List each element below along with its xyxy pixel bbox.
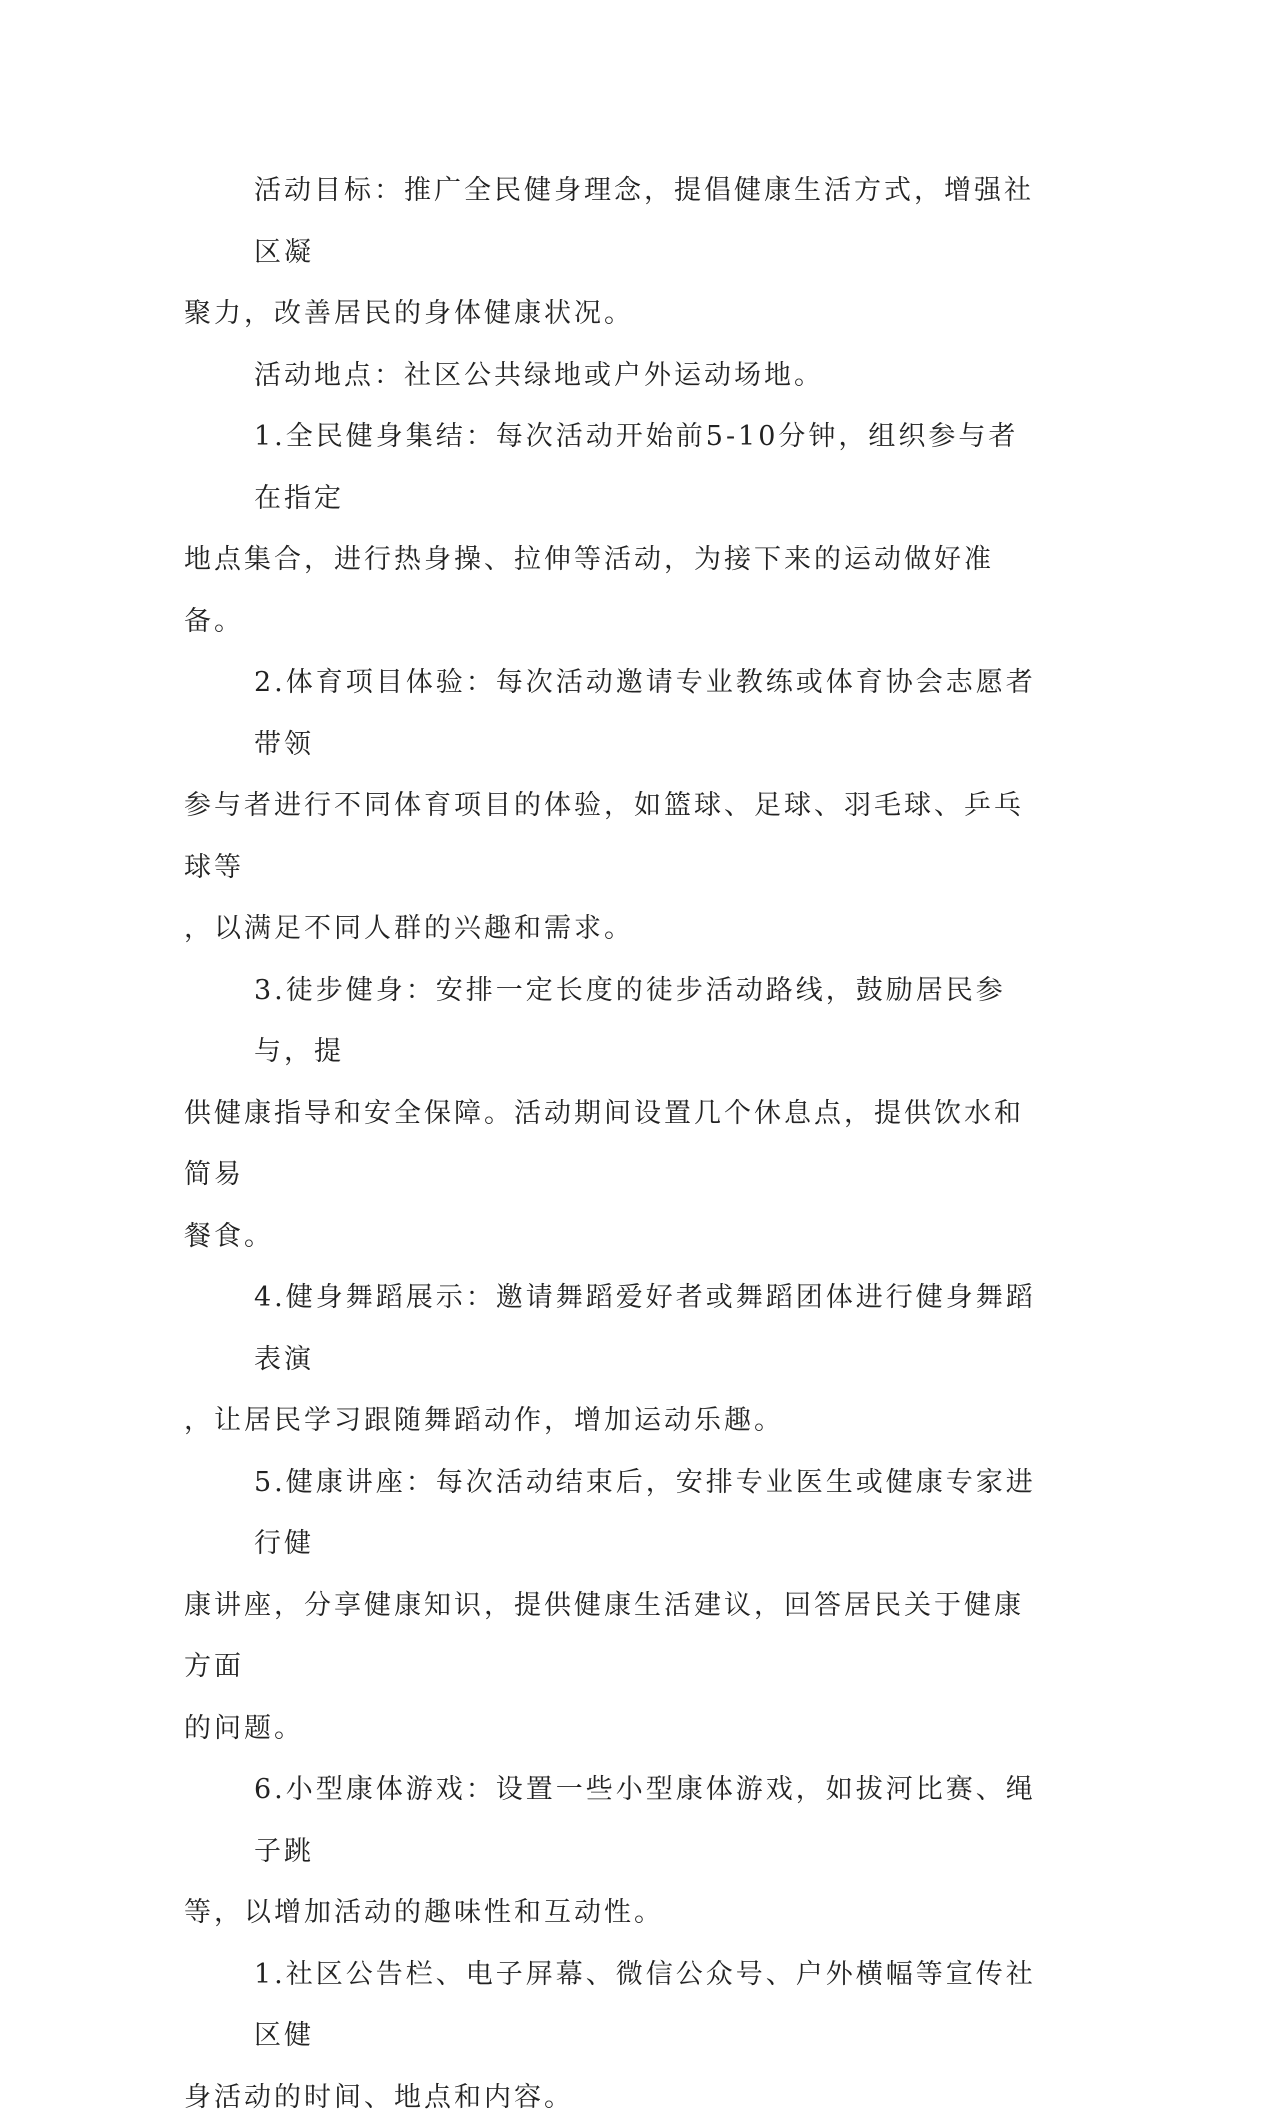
text-line: 餐食。 [184,1206,1044,1268]
text-line: ，以满足不同人群的兴趣和需求。 [184,898,1044,960]
paragraph-publicity-1 [184,1944,1044,2128]
text-line: 活动地点：社区公共绿地或户外运动场地。 [184,345,1044,407]
text-line: 1.社区公告栏、电子屏幕、微信公众号、户外横幅等宣传社区健 [184,1944,1044,2067]
text-line: 等，以增加活动的趣味性和互动性。 [184,1882,1044,1944]
paragraph-item-1-gathering [184,406,1044,652]
text-line: 6.小型康体游戏：设置一些小型康体游戏，如拔河比赛、绳子跳 [184,1759,1044,1882]
text-line: 的问题。 [184,1698,1044,1760]
paragraph-item-2-sports-experience [184,652,1044,960]
text-line: 地点集合，进行热身操、拉伸等活动，为接下来的运动做好准备。 [184,529,1044,652]
text-line: 参与者进行不同体育项目的体验，如篮球、足球、羽毛球、乒乓球等 [184,775,1044,898]
paragraph-activity-goal [184,160,1044,345]
text-line: ，让居民学习跟随舞蹈动作，增加运动乐趣。 [184,1390,1044,1452]
text-line: 活动目标：推广全民健身理念，提倡健康生活方式，增强社区凝 [184,160,1044,283]
document-body [184,160,1044,2128]
paragraph-item-4-dance [184,1267,1044,1452]
text-line: 供健康指导和安全保障。活动期间设置几个休息点，提供饮水和简易 [184,1083,1044,1206]
text-line: 聚力，改善居民的身体健康状况。 [184,283,1044,345]
text-line: 5.健康讲座：每次活动结束后，安排专业医生或健康专家进行健 [184,1452,1044,1575]
text-line: 身活动的时间、地点和内容。 [184,2067,1044,2128]
text-line: 1.全民健身集结：每次活动开始前5-10分钟，组织参与者在指定 [184,406,1044,529]
text-line: 2.体育项目体验：每次活动邀请专业教练或体育协会志愿者带领 [184,652,1044,775]
text-line: 康讲座，分享健康知识，提供健康生活建议，回答居民关于健康方面 [184,1575,1044,1698]
text-line: 3.徒步健身：安排一定长度的徒步活动路线，鼓励居民参与，提 [184,960,1044,1083]
paragraph-item-6-games [184,1759,1044,1944]
paragraph-item-3-hiking [184,960,1044,1268]
text-line: 4.健身舞蹈展示：邀请舞蹈爱好者或舞蹈团体进行健身舞蹈表演 [184,1267,1044,1390]
paragraph-activity-location [184,345,1044,407]
paragraph-item-5-lecture [184,1452,1044,1760]
